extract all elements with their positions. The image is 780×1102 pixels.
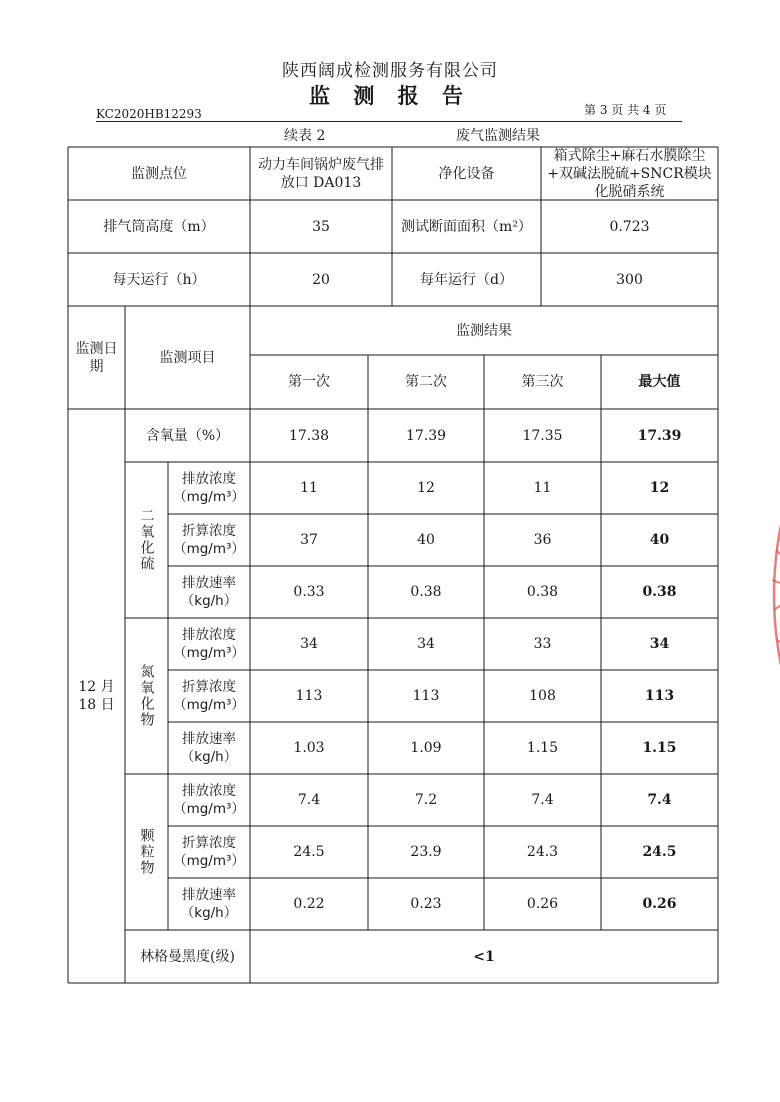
group-1-param-1-label: 折算浓度（mg/m³）: [173, 679, 245, 713]
stack-height-label: 排气筒高度（m）: [103, 218, 215, 235]
table-label: 续表 2: [284, 128, 326, 144]
group-2-param-1-run1: 24.5: [293, 844, 325, 860]
group-2-param-0-run1: 7.4: [297, 792, 321, 808]
report-title: 监 测 报 告: [309, 83, 471, 108]
daily-operation-value: 20: [312, 271, 330, 288]
group-1-param-1-max: 113: [644, 688, 675, 704]
group-0-param-2-run2: 0.38: [410, 584, 442, 600]
group-2-param-2-run3: 0.26: [526, 896, 559, 912]
group-0-param-1-label: 折算浓度（mg/m³）: [173, 523, 245, 557]
section-area-label: 测试断面面积（m²）: [401, 218, 532, 235]
group-1-param-1-run2: 113: [412, 688, 440, 704]
ringelmann-label: 林格曼黑度(级): [140, 948, 235, 965]
group-1-param-2-max: 1.15: [642, 740, 677, 756]
group-1-param-0-run3: 33: [533, 636, 552, 652]
oxygen-run3-value: 17.35: [522, 427, 563, 444]
group-1-param-2-run2: 1.09: [410, 740, 442, 756]
group-2-param-1-label: 折算浓度（mg/m³）: [173, 835, 245, 869]
group-0-param-0-label: 排放浓度（mg/m³）: [173, 471, 245, 505]
oxygen-run1-value: 17.38: [288, 427, 330, 444]
group-0-param-0-run1: 11: [300, 480, 318, 496]
daily-operation-label: 每天运行（h）: [112, 271, 206, 288]
group-1-param-0-label: 排放浓度（mg/m³）: [173, 627, 245, 661]
group-2-name: 颗粒物: [138, 828, 155, 876]
group-2-param-2-label: 排放速率（kg/h）: [180, 887, 238, 921]
group-2-param-0-max: 7.4: [647, 792, 672, 808]
group-0-param-0-run2: 12: [417, 480, 435, 496]
date-header: 监测日期: [75, 340, 118, 375]
run3-header: 第三次: [521, 374, 564, 390]
red-seal-fragment: [752, 510, 780, 680]
group-2-param-0-run3: 7.4: [531, 792, 554, 808]
group-1-param-2-label: 排放速率（kg/h）: [180, 731, 238, 765]
report-number: KC2020HB12293: [96, 107, 202, 121]
group-1-name: 氮氧化物: [138, 664, 155, 728]
group-2-param-2-max: 0.26: [642, 896, 677, 912]
section-area-value: 0.723: [609, 218, 650, 235]
stack-height-value: 35: [312, 218, 330, 235]
monitoring-date: 12 月 18 日: [78, 679, 115, 713]
group-2-param-0-run2: 7.2: [414, 792, 438, 808]
group-0-param-2-max: 0.38: [642, 584, 677, 600]
purification-device-label: 净化设备: [438, 165, 495, 182]
group-1-param-1-run1: 113: [295, 688, 323, 704]
group-1-param-0-run1: 34: [300, 636, 318, 652]
group-0-param-1-max: 40: [649, 532, 670, 548]
ringelmann-value: <1: [473, 948, 495, 965]
page-number: 第 3 页 共 4 页: [584, 103, 667, 117]
group-1-param-1-run3: 108: [529, 688, 556, 704]
company-name: 陕西阔成检测服务有限公司: [282, 61, 498, 81]
oxygen-max-value: 17.39: [637, 427, 682, 444]
purification-device-value: 箱式除尘+麻石水膜除尘+双碱法脱硫+SNCR模块化脱硝系统: [547, 147, 712, 200]
table-title: 废气监测结果: [456, 128, 540, 144]
group-1-param-2-run1: 1.03: [293, 740, 325, 756]
group-1-param-2-run3: 1.15: [526, 740, 559, 756]
group-2-param-0-label: 排放浓度（mg/m³）: [173, 783, 245, 817]
run2-header: 第二次: [405, 374, 447, 390]
group-2-param-2-run2: 0.23: [410, 896, 442, 912]
group-2-param-1-run2: 23.9: [410, 844, 442, 860]
item-header: 监测项目: [159, 349, 216, 366]
group-0-param-0-max: 12: [649, 480, 670, 496]
monitoring-point-value: 动力车间锅炉废气排放口 DA013: [258, 156, 384, 191]
group-0-param-1-run1: 37: [300, 532, 318, 548]
group-0-param-1-run2: 40: [417, 532, 435, 548]
group-1-param-0-max: 34: [649, 636, 670, 652]
yearly-operation-value: 300: [616, 271, 643, 288]
max-header: 最大值: [638, 374, 681, 390]
group-2-param-2-run1: 0.22: [293, 896, 325, 912]
oxygen-label: 含氧量（%）: [145, 427, 230, 444]
results-header: 监测结果: [456, 322, 512, 339]
group-0-param-1-run3: 36: [533, 532, 552, 548]
run1-header: 第一次: [288, 374, 330, 390]
group-0-name: 二氧化硫: [138, 508, 155, 572]
group-2-param-1-run3: 24.3: [526, 844, 559, 860]
yearly-operation-label: 每年运行（d）: [420, 271, 513, 288]
oxygen-run2-value: 17.39: [405, 427, 447, 444]
group-0-param-2-label: 排放速率（kg/h）: [180, 575, 238, 609]
group-1-param-0-run2: 34: [417, 636, 435, 652]
group-0-param-2-run1: 0.33: [293, 584, 325, 600]
group-0-param-2-run3: 0.38: [526, 584, 559, 600]
monitoring-point-label: 监测点位: [131, 165, 187, 182]
group-0-param-0-run3: 11: [533, 480, 552, 496]
group-2-param-1-max: 24.5: [642, 844, 677, 860]
